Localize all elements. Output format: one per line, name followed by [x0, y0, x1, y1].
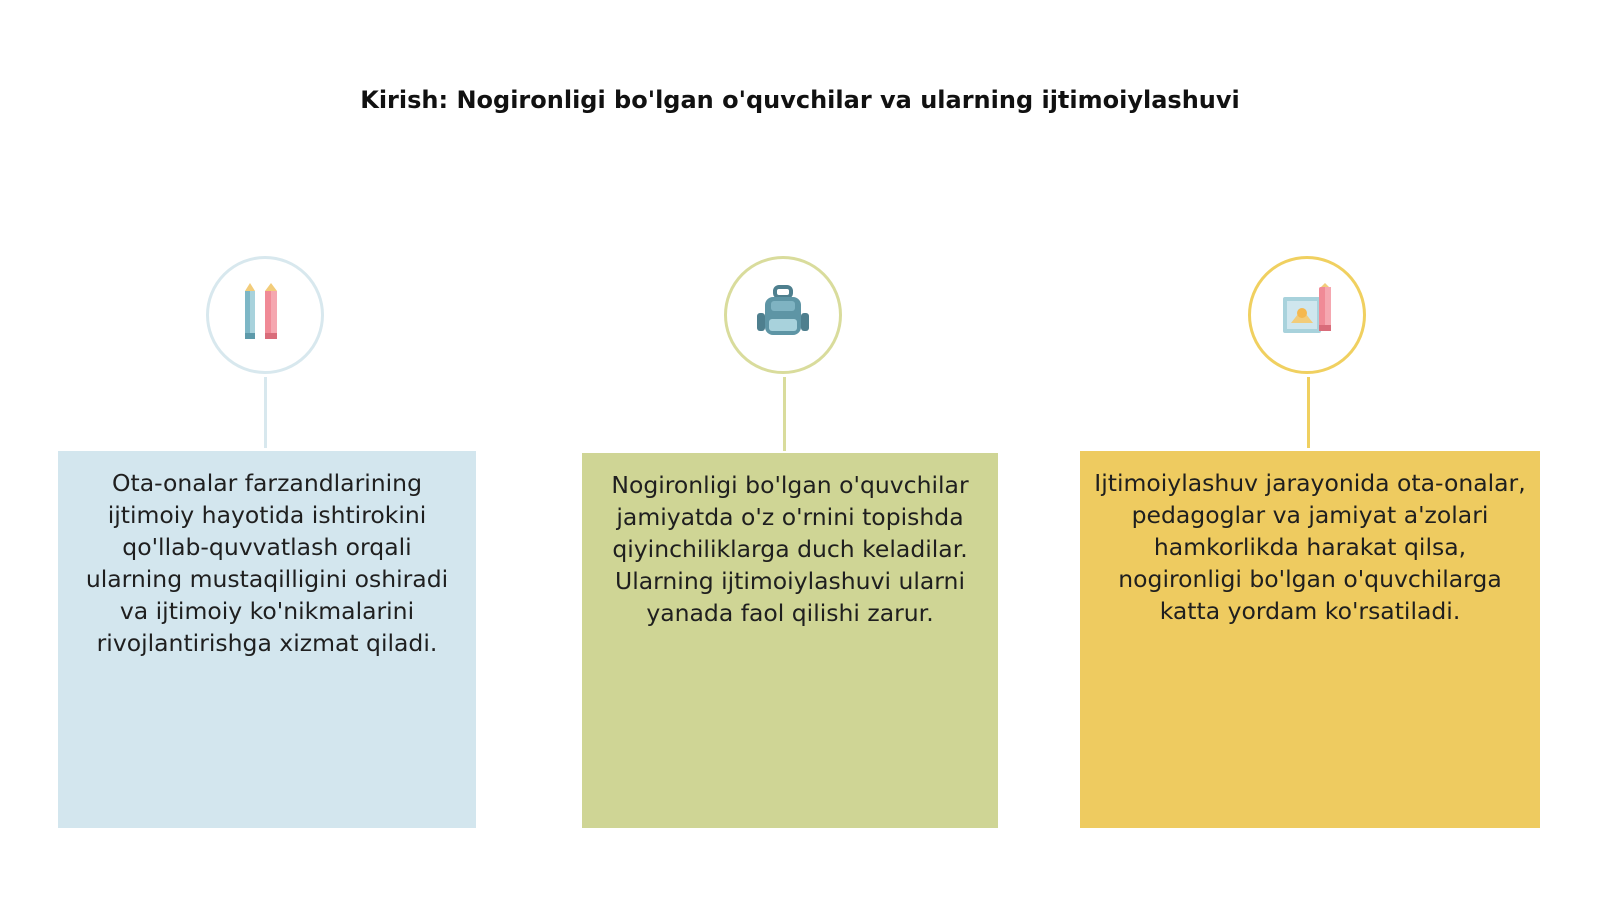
icon-circle-3: [1248, 256, 1366, 374]
connector-line-3: [1307, 377, 1310, 448]
card-2: [582, 453, 998, 828]
connector-line-1: [264, 377, 267, 448]
connector-line-2: [783, 377, 786, 451]
slide-title: Kirish: Nogironligi bo'lgan o'quvchilar va ularning ijtimoiylashuvi: [360, 86, 1240, 114]
card-1-text: Ota-onalar farzandlarining ijtimoiy hayotida ishtirokini qo'llab-quvvatlash orqali ularning mustaqilligini oshiradi va ijtimoiy ko'nikmalarini rivojlantirishga xizmat qiladi.: [85, 469, 449, 657]
backpack-icon: [753, 283, 813, 347]
card-3-text: Ijtimoiylashuv jarayonida ota-onalar, pedagoglar va jamiyat a'zolari hamkorlikda harakat qilsa, nogironligi bo'lgan o'quvchilarga katta yordam ko'rsatiladi.: [1094, 469, 1526, 625]
icon-circle-1: [206, 256, 324, 374]
picture-crayon-icon: [1277, 283, 1337, 347]
icon-circle-2: [724, 256, 842, 374]
pencils-icon: [237, 281, 293, 349]
card-2-text: Nogironligi bo'lgan o'quvchilar jamiyatda o'z o'rnini topishda qiyinchiliklarga duch keladilar. Ularning ijtimoiylashuvi ularni yanada faol qilishi zarur.: [611, 471, 969, 627]
card-3: [1080, 451, 1540, 828]
card-1: [58, 451, 476, 828]
